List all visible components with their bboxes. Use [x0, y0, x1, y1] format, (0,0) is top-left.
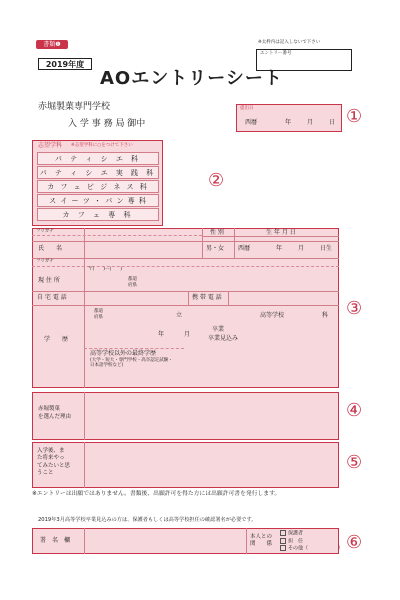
address-pref1: 都道: [128, 277, 137, 282]
name-label: 氏 名: [38, 245, 63, 252]
history-other-note: (大学・短大・専門学校・高卒認定試験・ 日本語学校など): [90, 358, 173, 368]
notice-text: ※エントリーは出願ではありません。書類後、出願許可を得た方には出願許可書を発行します。: [32, 491, 281, 497]
history-label: 学 歴: [44, 336, 69, 343]
history-other-title: 高等学校以外の最終学歴: [90, 350, 157, 357]
signature-label: 署 名 欄: [40, 537, 71, 544]
page-title: AOエントリーシート: [100, 68, 283, 89]
furigana-address-label: フリガナ: [36, 259, 54, 264]
dob-year: 年: [276, 245, 283, 252]
date-month: 月: [307, 119, 314, 126]
marker-5: ⑤: [346, 452, 363, 473]
checkbox-icon[interactable]: [280, 545, 286, 551]
department-item-patissier-practice[interactable]: パ テ ィ シ エ 実 践 科: [37, 166, 159, 179]
guardian-note: 2019年3月高等学校卒業見込みの方は、保護者もしくは高等学校担任の確認署名が必要です。: [38, 517, 257, 523]
department-item-patissier[interactable]: パ テ ィ シ エ 科: [37, 152, 159, 165]
relation-option-guardian[interactable]: 保護者: [280, 530, 343, 538]
signature-field[interactable]: [86, 530, 244, 552]
history-other-field[interactable]: [186, 350, 336, 386]
future-label: 入学後、ま た将来やっ てみたいと思 うこと: [37, 448, 71, 477]
dob-label: 生 年 月 日: [266, 229, 296, 236]
address-field[interactable]: [140, 268, 336, 290]
furigana-label: フリガナ: [36, 229, 54, 234]
department-item-cafe-business[interactable]: カ フ ェ ビ ジ ネ ス 科: [37, 180, 159, 193]
checkbox-icon[interactable]: [280, 530, 286, 536]
marker-2: ②: [208, 170, 225, 191]
reason-field[interactable]: [86, 394, 336, 438]
date-era: 西暦: [245, 119, 258, 126]
history-grad-expected: 卒業見込み: [208, 335, 239, 342]
department-item-sweets-bread[interactable]: ス イ ー ツ ・ パ ン 専 科: [37, 194, 159, 207]
entry-number-label: エントリー番号: [260, 51, 292, 56]
history-grad: 卒業: [212, 326, 225, 333]
marker-6: ⑥: [346, 532, 363, 553]
history-year: 年: [158, 331, 165, 338]
history-highschool: 高等学校: [260, 312, 285, 319]
history-month: 月: [184, 331, 191, 338]
relation-label: 本人との 関 係: [250, 534, 273, 548]
reason-label: 赤堀製菓 を選んだ理由: [38, 406, 72, 420]
date-day: 日: [329, 119, 336, 126]
dob-day: 日生: [320, 245, 333, 252]
mobile-phone-field[interactable]: [230, 292, 336, 304]
future-field[interactable]: [86, 444, 336, 486]
marker-4: ④: [346, 400, 363, 421]
address-pref2: 府県: [128, 283, 137, 288]
relation-options: [280, 530, 343, 553]
history-pref1: 都道: [94, 309, 103, 314]
department-item-cafe[interactable]: カ フ ェ 専 科: [37, 208, 159, 221]
mobile-phone-label: 携 帯 電 話: [192, 294, 222, 301]
note-top: ※太枠内は記入しないで下さい: [258, 40, 321, 45]
history-pref2: 府県: [94, 315, 103, 320]
home-phone-field[interactable]: [86, 292, 186, 304]
dob-month: 月: [298, 245, 305, 252]
office-name: 入 学 事 務 局 御中: [68, 119, 146, 129]
relation-option-teacher[interactable]: 担 任: [280, 538, 343, 546]
home-phone-label: 自 宅 電 話: [37, 294, 67, 301]
year-badge: 2019年度: [38, 58, 92, 70]
submission-date-box[interactable]: [236, 104, 342, 132]
gender-label: 性 別: [210, 229, 224, 236]
checkbox-icon[interactable]: [280, 538, 286, 544]
gender-value[interactable]: 男・女: [206, 245, 225, 252]
department-title: 志望学科: [38, 142, 63, 149]
dob-era: 西暦: [238, 245, 251, 252]
department-note: ※志望学科に○をつけて下さい: [71, 143, 133, 148]
school-name: 赤堀製菓専門学校: [38, 102, 111, 112]
doc-badge: 書類❶: [36, 40, 68, 49]
marker-3: ③: [346, 298, 363, 319]
date-year: 年: [285, 119, 292, 126]
name-field[interactable]: [86, 242, 200, 256]
address-label: 現 住 所: [38, 277, 60, 284]
relation-option-other[interactable]: その他（ ）: [280, 545, 343, 553]
history-ka: 科: [322, 312, 329, 319]
marker-1: ①: [346, 106, 363, 127]
submission-date-label: 提出日: [240, 106, 254, 111]
postal-code[interactable]: 〒( )ー( ): [88, 267, 123, 272]
history-ritsu: 立: [176, 312, 183, 319]
